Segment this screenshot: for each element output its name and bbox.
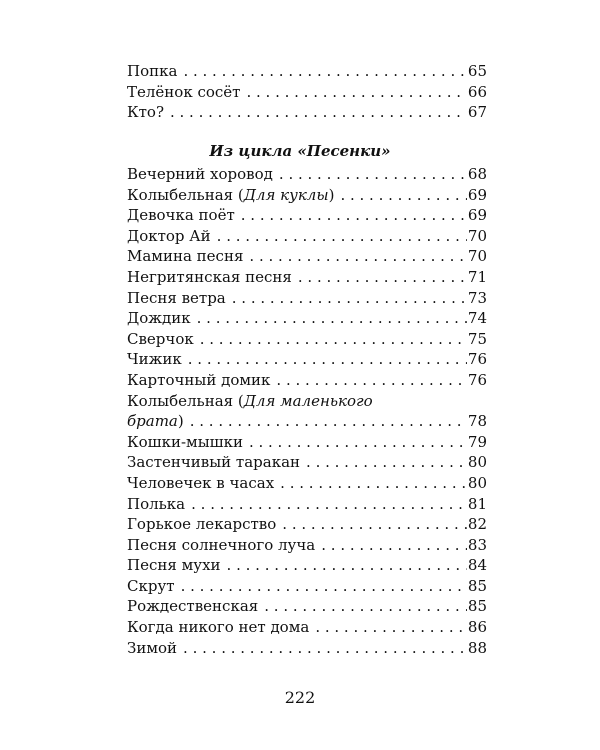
toc-entry [127, 205, 487, 226]
toc-leader-dots [274, 473, 467, 494]
toc-leader-dots [182, 349, 467, 370]
toc-entry-title: Песня солнечного луча [127, 535, 316, 554]
toc-entry [127, 617, 487, 638]
toc-entry-page: 76 [467, 350, 487, 369]
toc-entry-page: 74 [467, 309, 487, 328]
toc-entry-title: Негритянская песня [127, 267, 292, 286]
toc-entry [127, 473, 487, 494]
toc-entry-title [127, 411, 184, 432]
toc-leader-dots [185, 494, 467, 515]
toc-entry-title: Рождественская [127, 597, 259, 616]
toc-entry-page: 78 [467, 412, 487, 431]
toc-leader-dots [184, 411, 467, 432]
toc-leader-dots [300, 452, 467, 473]
toc-leader-dots [315, 535, 467, 556]
toc-entry-title: Девочка поёт [127, 206, 235, 225]
toc-entry [127, 535, 487, 556]
toc-entry-page: 80 [467, 473, 487, 492]
toc-leader-dots [270, 370, 467, 391]
toc-entry [127, 185, 487, 206]
toc-leader-dots [273, 164, 467, 185]
toc-entry-wrapped-line2 [127, 411, 487, 432]
toc-leader-dots [334, 185, 467, 206]
toc-entry-page: 84 [467, 556, 487, 575]
toc-entry-page: 75 [467, 329, 487, 348]
toc-leader-dots [221, 555, 467, 576]
toc-entry [127, 349, 487, 370]
toc-entry-title: Мамина песня [127, 247, 244, 266]
toc-leader-dots [177, 638, 467, 659]
toc-entry-page: 85 [467, 576, 487, 595]
toc-entry-title: Человечек в часах [127, 473, 275, 492]
toc-entry-title: Сверчок [127, 329, 194, 348]
toc-entry-page: 76 [467, 370, 487, 389]
toc-leader-dots [175, 576, 467, 597]
toc-entry [127, 370, 487, 391]
toc-entry-page: 66 [467, 82, 487, 101]
toc-entry-page: 68 [467, 165, 487, 183]
toc-entry-title: Застенчивый таракан [127, 453, 301, 472]
section-heading: Из цикла «Песенки» [209, 142, 391, 160]
toc-entry-title-italic: брата [127, 412, 178, 431]
toc-leader-dots [226, 288, 467, 309]
toc-entry-title: Кто? [127, 103, 164, 122]
toc-entry-title: Попка [127, 62, 178, 80]
toc-entry [127, 494, 487, 515]
toc-entry-title-italic: Для маленького [243, 391, 373, 410]
toc-entry [127, 596, 487, 617]
toc-entry-title: Песня мухи [127, 556, 221, 575]
toc-entry [127, 638, 487, 659]
toc-entry-wrapped-line1 [127, 391, 487, 412]
toc-entry-title: Когда никого нет дома [127, 618, 310, 637]
toc-leader-dots [240, 82, 467, 103]
toc-entry-page: 67 [467, 103, 487, 122]
toc-entry-title: Карточный домик [127, 370, 271, 389]
toc-entry-page: 86 [467, 618, 487, 637]
toc-leader-dots [191, 308, 467, 329]
toc-leader-dots [243, 246, 467, 267]
toc-entry [127, 267, 487, 288]
toc-entry [127, 329, 487, 350]
toc-leader-dots [276, 514, 467, 535]
toc-entry-page: 80 [467, 453, 487, 472]
toc-entry [127, 61, 487, 82]
toc-entry [127, 102, 487, 123]
toc-entry-page: 81 [467, 494, 487, 513]
toc-entry-title: Горькое лекарство [127, 515, 277, 534]
toc-entry-title: Телёнок сосёт [127, 82, 241, 101]
toc-main-block [127, 164, 487, 658]
toc-entry [127, 288, 487, 309]
toc-leader-dots [164, 102, 467, 123]
toc-entry [127, 226, 487, 247]
toc-entry-title: Полька [127, 494, 186, 513]
toc-entry-page: 73 [467, 288, 487, 307]
toc-leader-dots [309, 617, 467, 638]
toc-entry-title: Кошки-мышки [127, 432, 243, 451]
toc-entry-title-suffix: ) [328, 185, 335, 204]
toc-entry-page: 85 [467, 597, 487, 616]
toc-entry-title: Вечерний хоровод [127, 165, 273, 183]
toc-leader-dots [194, 329, 467, 350]
toc-entry-page: 69 [467, 206, 487, 225]
toc-leader-dots [211, 226, 467, 247]
toc-entry-page: 69 [467, 185, 487, 204]
toc-entry-title-suffix: ) [177, 412, 184, 431]
toc-entry [127, 246, 487, 267]
toc-entry-title: Доктор Ай [127, 226, 211, 245]
toc-entry-title-prefix: Колыбельная ( [127, 391, 244, 410]
toc-entry-page: 79 [467, 432, 487, 451]
toc-entry-title: Песня ветра [127, 288, 226, 307]
toc-entry-page: 65 [467, 62, 487, 80]
toc-entry-title: Дождик [127, 309, 191, 328]
toc-entry-page: 70 [467, 226, 487, 245]
toc-leader-dots [243, 432, 467, 453]
toc-entry [127, 555, 487, 576]
toc-entry [127, 308, 487, 329]
toc-entry [127, 514, 487, 535]
toc-entry-title-prefix: Колыбельная ( [127, 185, 244, 204]
toc-entry-title [127, 185, 334, 206]
toc-entry [127, 576, 487, 597]
toc-entry-title: Чижик [127, 350, 182, 369]
page-number: 222 [284, 688, 316, 707]
toc-entry-page: 70 [467, 247, 487, 266]
toc-entry-title: Скрут [127, 576, 175, 595]
toc-entry-page: 82 [467, 515, 487, 534]
toc-top-block [127, 61, 487, 123]
toc-leader-dots [258, 596, 467, 617]
toc-entry-title: Зимой [127, 638, 178, 657]
toc-entry [127, 432, 487, 453]
toc-entry-page: 71 [467, 267, 487, 286]
toc-leader-dots [292, 267, 467, 288]
toc-entry [127, 164, 487, 185]
toc-entry-page: 83 [467, 535, 487, 554]
toc-leader-dots [235, 205, 467, 226]
toc-entry [127, 82, 487, 103]
toc-leader-dots [177, 61, 467, 82]
toc-entry-title-italic: Для куклы [243, 185, 329, 204]
toc-entry [127, 452, 487, 473]
toc-entry-page: 88 [467, 638, 487, 657]
